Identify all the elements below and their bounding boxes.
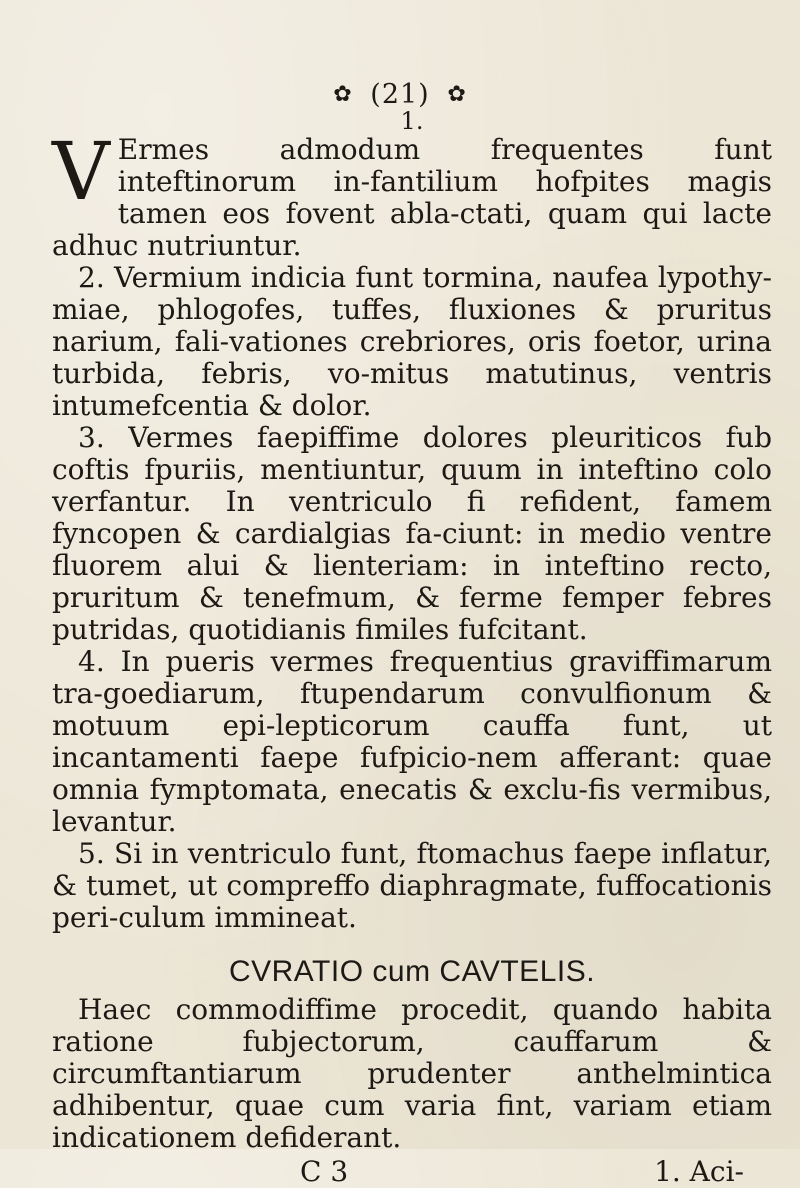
paragraph-4: 4. In pueris vermes frequentius graviffimarum tra-goediarum, ftupendarum convulfionum & motuum epi-lepticorum cauffa funt, ut incantamenti faepe fufpicio-nem afferant: quae omnia fymptomata, enecatis & exclu-fis vermibus, levantur.	[52, 645, 772, 838]
paragraph-5: 5. Si in ventriculo funt, ftomachus faepe inflatur, & tumet, ut compreffo diaphragmate, fuffocationis peri-culum immineat.	[52, 837, 772, 934]
page-number: (21)	[370, 79, 430, 110]
paragraph-3: 3. Vermes faepiffime dolores pleuriticos fub coftis fpuriis, mentiuntur, quum in inteftino colo verfantur. In ventriculo fi refident, famem fyncopen & cardialgias fa-ciunt: in medio ventre fluorem alui & lienteriam: in inteftino recto, pruritum & tenefmum, & ferme femper febres putridas, quotidianis fimiles fufcitant.	[52, 421, 772, 646]
section-number: 1.	[400, 107, 424, 135]
paragraph-6: Haec commodiffime procedit, quando habita ratione fubjectorum, cauffarum & circumftantiarum prudenter anthelmintica adhibentur, quae cum varia fint, variam etiam indicationem defiderant.	[52, 993, 772, 1154]
ornament-left-icon: ✿	[333, 82, 353, 107]
drop-cap: V	[52, 125, 110, 218]
paragraph-2: 2. Vermium indicia funt tormina, naufea lypothy-miae, phlogofes, tuffes, fluxiones & pruritus narium, fali-vationes crebriores, oris foetor, urina turbida, febris, vo-mitus matutinus, ventris intumefcentia & dolor.	[52, 261, 772, 422]
ornament-right-icon: ✿	[447, 82, 467, 107]
catchword: 1. Aci-	[654, 1155, 744, 1188]
body-text	[52, 108, 772, 1188]
page-header	[0, 78, 800, 110]
page-footer	[52, 1156, 772, 1188]
section-heading: CVRATIO cum CAVTELIS.	[228, 955, 596, 988]
paragraph-1-text: Ermes admodum frequentes funt inteftinorum in-fantilium hofpites magis tamen eos fovent abla-ctati, quam qui lacte adhuc nutriuntur.	[52, 133, 772, 262]
paragraph-1	[52, 125, 772, 262]
signature-mark: C 3	[300, 1155, 349, 1188]
